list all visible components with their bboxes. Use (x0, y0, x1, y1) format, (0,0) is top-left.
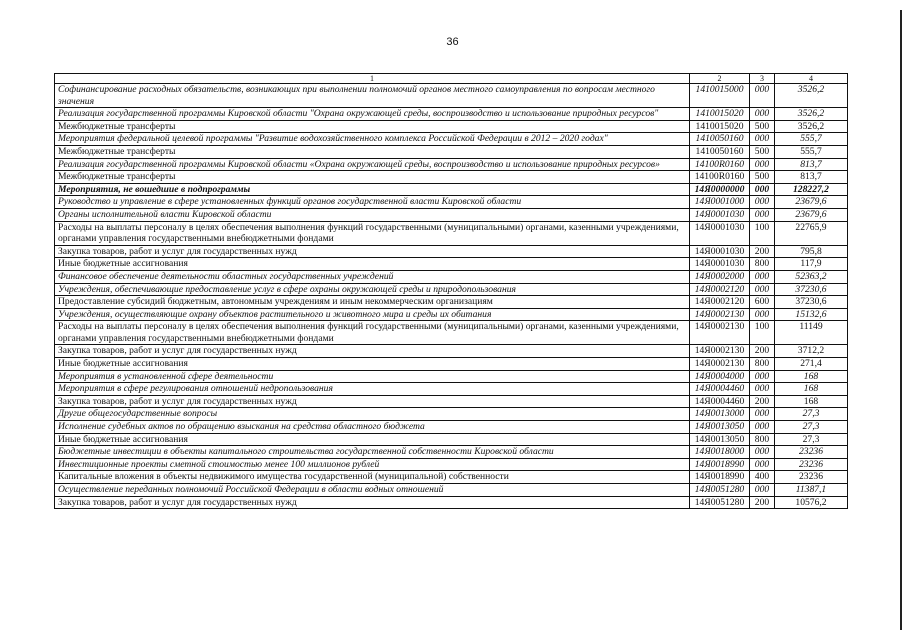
row-sum: 813,7 (775, 171, 848, 184)
row-name: Закупка товаров, работ и услуг для государственных нужд (55, 496, 690, 509)
row-code: 14Я0004000 (690, 370, 750, 383)
row-name: Исполнение судебных актов по обращению взыскания на средства областного бюджета (55, 421, 690, 434)
table-row (55, 446, 848, 459)
table-row (55, 383, 848, 396)
row-code: 14Я0000000 (690, 183, 750, 196)
row-name: Реализация государственной программы Кировской области "Охрана окружающей среды, воспроизводство и использование природных ресурсов" (55, 108, 690, 121)
row-name: Мероприятия в сфере регулирования отношений недропользования (55, 383, 690, 396)
row-code: 1410050160 (690, 133, 750, 146)
row-name: Закупка товаров, работ и услуг для государственных нужд (55, 395, 690, 408)
row-name: Межбюджетные трансферты (55, 120, 690, 133)
row-expense-type: 000 (750, 308, 775, 321)
table-row (55, 358, 848, 371)
table-row (55, 208, 848, 221)
row-name: Расходы на выплаты персоналу в целях обеспечения выполнения функций государственными (муниципальными) органами, казенными учреждениями, органами управления государственными внебюджетными фондами (55, 221, 690, 245)
row-sum: 813,7 (775, 158, 848, 171)
row-sum: 15132,6 (775, 308, 848, 321)
row-code: 14100R0160 (690, 171, 750, 184)
row-name: Органы исполнительной власти Кировской области (55, 208, 690, 221)
row-name: Закупка товаров, работ и услуг для государственных нужд (55, 245, 690, 258)
row-expense-type: 000 (750, 108, 775, 121)
table-row (55, 133, 848, 146)
table-row (55, 171, 848, 184)
row-expense-type: 200 (750, 395, 775, 408)
row-expense-type: 200 (750, 496, 775, 509)
row-code: 14Я0001030 (690, 258, 750, 271)
row-sum: 555,7 (775, 133, 848, 146)
row-sum: 128227,2 (775, 183, 848, 196)
row-sum: 27,3 (775, 408, 848, 421)
page-edge-line (900, 10, 902, 630)
row-code: 1410015020 (690, 120, 750, 133)
row-code: 14Я0001030 (690, 245, 750, 258)
row-name: Инвестиционные проекты сметной стоимостью менее 100 миллионов рублей (55, 458, 690, 471)
page-number: 36 (446, 36, 459, 48)
row-sum: 37230,6 (775, 283, 848, 296)
row-sum: 23679,6 (775, 208, 848, 221)
row-code: 14Я0001030 (690, 221, 750, 245)
row-expense-type: 000 (750, 408, 775, 421)
table-row (55, 270, 848, 283)
table-row (55, 471, 848, 484)
table-row (55, 345, 848, 358)
row-expense-type: 500 (750, 120, 775, 133)
table-row (55, 308, 848, 321)
row-name: Мероприятия в установленной сфере деятельности (55, 370, 690, 383)
row-name: Капитальные вложения в объекты недвижимого имущества государственной (муниципальной) собственности (55, 471, 690, 484)
row-expense-type: 100 (750, 321, 775, 345)
row-code: 14Я0018990 (690, 471, 750, 484)
header-col-2: 2 (690, 74, 750, 84)
row-name: Осуществление переданных полномочий Российской Федерации в области водных отношений (55, 484, 690, 497)
table-row (55, 395, 848, 408)
row-sum: 23679,6 (775, 196, 848, 209)
row-sum: 23236 (775, 471, 848, 484)
row-name: Учреждения, осуществляющие охрану объектов растительного и животного мира и среды их обитания (55, 308, 690, 321)
row-expense-type: 600 (750, 296, 775, 309)
row-expense-type: 500 (750, 171, 775, 184)
row-code: 14Я0002130 (690, 308, 750, 321)
row-sum: 3526,2 (775, 120, 848, 133)
table-row (55, 496, 848, 509)
table-row (55, 145, 848, 158)
row-name: Бюджетные инвестиции в объекты капитального строительства государственной собственности Кировской области (55, 446, 690, 459)
row-code: 14Я0002130 (690, 321, 750, 345)
row-sum: 23236 (775, 446, 848, 459)
row-expense-type: 000 (750, 446, 775, 459)
budget-table (54, 73, 848, 509)
row-expense-type: 400 (750, 471, 775, 484)
row-sum: 117,9 (775, 258, 848, 271)
row-sum: 27,3 (775, 421, 848, 434)
table-row (55, 433, 848, 446)
row-name: Межбюджетные трансферты (55, 145, 690, 158)
table-row (55, 221, 848, 245)
table-row (55, 108, 848, 121)
row-code: 14Я0002000 (690, 270, 750, 283)
row-name: Руководство и управление в сфере установленных функций органов государственной власти Кировской области (55, 196, 690, 209)
row-expense-type: 800 (750, 358, 775, 371)
row-sum: 168 (775, 370, 848, 383)
row-code: 14Я0002130 (690, 358, 750, 371)
row-sum: 168 (775, 395, 848, 408)
row-name: Межбюджетные трансферты (55, 171, 690, 184)
row-sum: 22765,9 (775, 221, 848, 245)
row-name: Софинансирование расходных обязательств, возникающих при выполнении полномочий органов местного самоуправления по вопросам местного значения (55, 84, 690, 108)
table-row (55, 258, 848, 271)
row-expense-type: 000 (750, 84, 775, 108)
table-row (55, 458, 848, 471)
row-code: 14Я0004460 (690, 395, 750, 408)
row-expense-type: 000 (750, 283, 775, 296)
row-sum: 37230,6 (775, 296, 848, 309)
row-code: 14Я0002120 (690, 296, 750, 309)
row-code: 1410015020 (690, 108, 750, 121)
row-name: Предоставление субсидий бюджетным, автономным учреждениям и иным некоммерческим организациям (55, 296, 690, 309)
row-name: Иные бюджетные ассигнования (55, 258, 690, 271)
row-name: Иные бюджетные ассигнования (55, 358, 690, 371)
row-expense-type: 000 (750, 484, 775, 497)
table-row (55, 408, 848, 421)
row-code: 1410015000 (690, 84, 750, 108)
table-row (55, 370, 848, 383)
row-expense-type: 000 (750, 370, 775, 383)
row-expense-type: 000 (750, 383, 775, 396)
row-expense-type: 000 (750, 183, 775, 196)
row-code: 14Я0013050 (690, 421, 750, 434)
budget-table-body (55, 74, 848, 509)
table-row (55, 421, 848, 434)
row-expense-type: 000 (750, 270, 775, 283)
row-expense-type: 000 (750, 158, 775, 171)
row-code: 14Я0001000 (690, 196, 750, 209)
row-sum: 52363,2 (775, 270, 848, 283)
row-expense-type: 200 (750, 245, 775, 258)
table-row (55, 158, 848, 171)
row-code: 14Я0002120 (690, 283, 750, 296)
row-code: 14Я0051280 (690, 496, 750, 509)
row-name: Мероприятия, не вошедшие в подпрограммы (55, 183, 690, 196)
table-header-row (55, 74, 848, 84)
row-code: 14Я0018000 (690, 446, 750, 459)
row-name: Мероприятия федеральной целевой программы "Развитие водохозяйственного комплекса Российской Федерации в 2012 – 2020 годах" (55, 133, 690, 146)
header-col-3: 3 (750, 74, 775, 84)
row-name: Закупка товаров, работ и услуг для государственных нужд (55, 345, 690, 358)
row-sum: 3526,2 (775, 108, 848, 121)
row-expense-type: 500 (750, 145, 775, 158)
row-name: Другие общегосударственные вопросы (55, 408, 690, 421)
row-code: 14Я0051280 (690, 484, 750, 497)
row-code: 14Я0002130 (690, 345, 750, 358)
row-expense-type: 000 (750, 133, 775, 146)
row-sum: 271,4 (775, 358, 848, 371)
row-sum: 11387,1 (775, 484, 848, 497)
row-name: Финансовое обеспечение деятельности областных государственных учреждений (55, 270, 690, 283)
row-sum: 168 (775, 383, 848, 396)
row-sum: 27,3 (775, 433, 848, 446)
row-sum: 795,8 (775, 245, 848, 258)
row-expense-type: 000 (750, 208, 775, 221)
table-row (55, 484, 848, 497)
row-sum: 3712,2 (775, 345, 848, 358)
row-code: 14Я0004460 (690, 383, 750, 396)
row-expense-type: 000 (750, 458, 775, 471)
row-expense-type: 200 (750, 345, 775, 358)
table-row (55, 120, 848, 133)
row-name: Реализация государственной программы Кировской области «Охрана окружающей среды, воспроизводство и использование природных ресурсов» (55, 158, 690, 171)
table-row (55, 245, 848, 258)
row-expense-type: 000 (750, 196, 775, 209)
row-name: Иные бюджетные ассигнования (55, 433, 690, 446)
table-row (55, 84, 848, 108)
row-expense-type: 800 (750, 258, 775, 271)
table-row (55, 321, 848, 345)
row-name: Расходы на выплаты персоналу в целях обеспечения выполнения функций государственными (муниципальными) органами, казенными учреждениями, органами управления государственными внебюджетными фондами (55, 321, 690, 345)
table-row (55, 296, 848, 309)
row-code: 14100R0160 (690, 158, 750, 171)
row-sum: 555,7 (775, 145, 848, 158)
row-code: 14Я0001030 (690, 208, 750, 221)
row-sum: 3526,2 (775, 84, 848, 108)
row-sum: 23236 (775, 458, 848, 471)
row-sum: 11149 (775, 321, 848, 345)
row-name: Учреждения, обеспечивающие предоставление услуг в сфере охраны окружающей среды и природопользования (55, 283, 690, 296)
header-col-4: 4 (775, 74, 848, 84)
row-code: 14Я0018990 (690, 458, 750, 471)
row-expense-type: 800 (750, 433, 775, 446)
row-sum: 10576,2 (775, 496, 848, 509)
row-code: 1410050160 (690, 145, 750, 158)
row-code: 14Я0013050 (690, 433, 750, 446)
header-col-1: 1 (55, 74, 690, 84)
table-row (55, 283, 848, 296)
table-row (55, 196, 848, 209)
row-expense-type: 100 (750, 221, 775, 245)
table-row (55, 183, 848, 196)
row-expense-type: 000 (750, 421, 775, 434)
row-code: 14Я0013000 (690, 408, 750, 421)
